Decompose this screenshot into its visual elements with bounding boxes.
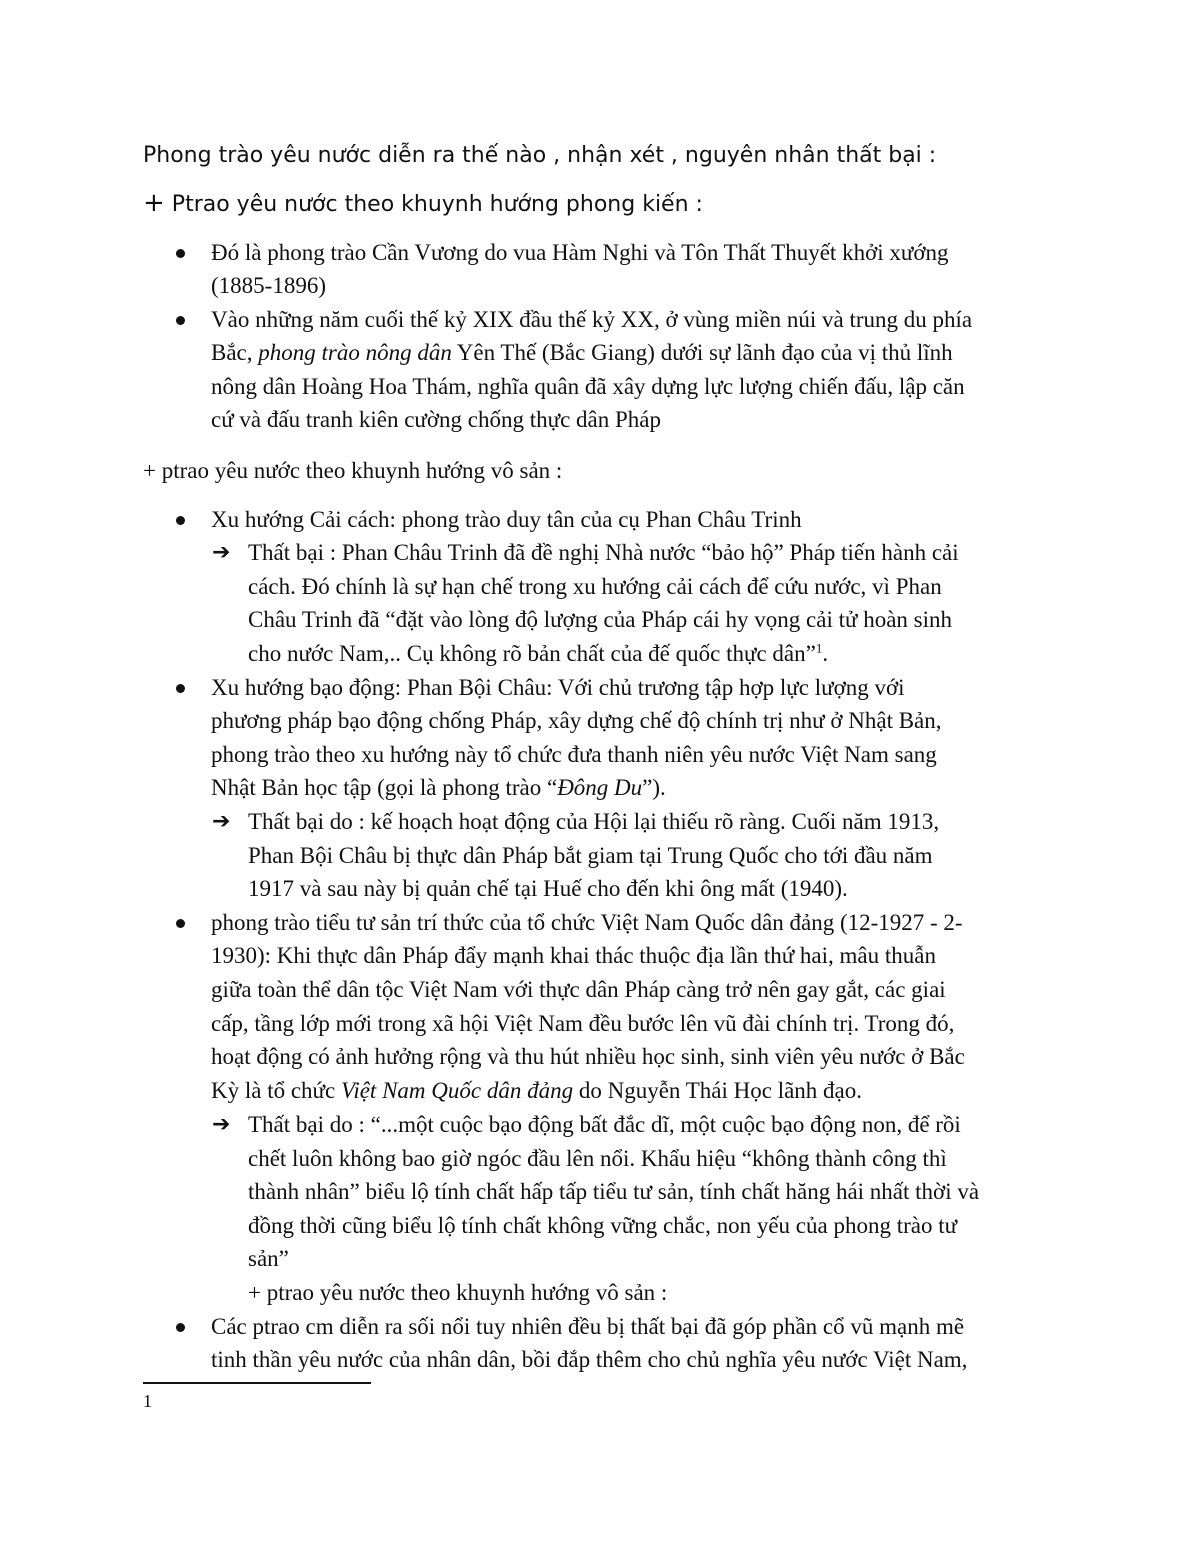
footnote-number: 1 [143,1391,152,1411]
arrow-item-cont: chết luôn không bao giờ ngóc đầu lên nổi. Khẩu hiệu “không thành công thì [248,1146,947,1171]
text-span: Yên Thế (Bắc Giang) dưới sự lãnh đạo của vị thủ lĩnh [451,340,953,365]
list-item-cont: phương pháp bạo động chống Pháp, xây dựng chế độ chính trị như ở Nhật Bản, [211,708,942,733]
list-item-cont: tinh thần yêu nước của nhân dân, bồi đắp thêm cho chủ nghĩa yêu nước Việt Nam, [211,1347,968,1372]
text-span: . [822,641,829,666]
arrow-item-cont: cách. Đó chính là sự hạn chế trong xu hướng cải cách để cứu nước, vì Phan [248,574,942,599]
section-heading-feudal [143,188,703,220]
italic-text: phong trào nông dân [258,340,452,365]
bullet-dot-icon [176,249,185,258]
text-span: Kỳ là tổ chức [211,1078,341,1103]
list-item: Xu hướng Cải cách: phong trào duy tân của cụ Phan Châu Trinh [211,507,802,532]
list-item-cont: cấp, tầng lớp mới trong xã hội Việt Nam đều bước lên vũ đài chính trị. Trong đó, [211,1011,955,1036]
list-item-cont: phong trào theo xu hướng này tổ chức đưa thanh niên yêu nước Việt Nam sang [211,742,937,767]
page-title: Phong trào yêu nước diễn ra thế nào , nhận xét , nguyên nhân thất bại : [143,143,937,168]
text-span: Bắc, [211,340,259,365]
list-item-cont: hoạt động có ảnh hưởng rộng và thu hút nhiều học sinh, sinh viên yêu nước ở Bắc [211,1044,965,1069]
list-item: Đó là phong trào Cần Vương do vua Hàm Nghi và Tôn Thất Thuyết khởi xướng [211,240,949,265]
list-item-cont: 1930): Khi thực dân Pháp đẩy mạnh khai thác thuộc địa lần thứ hai, mâu thuẫn [211,943,936,968]
footnote-ref[interactable]: 1 [815,640,823,656]
list-item: Các ptrao cm diễn ra sối nổi tuy nhiên đều bị thất bại đã góp phần cổ vũ mạnh mẽ [211,1314,965,1339]
footnote-separator [143,1382,371,1384]
text-span: cho nước Nam,.. Cụ không rõ bản chất của đế quốc thực dân” [248,641,816,666]
right-arrow-icon: ➔ [212,809,231,834]
arrow-item-cont: Phan Bội Châu bị thực dân Pháp bắt giam tại Trung Quốc cho tới đầu năm [248,843,933,868]
arrow-item-cont: thành nhân” biểu lộ tính chất hấp tấp tiểu tư sản, tính chất hăng hái nhất thời và [248,1179,980,1204]
italic-text: Đông Du [557,775,643,800]
list-item-cont [211,773,666,803]
arrow-item-cont: Châu Trinh đã “đặt vào lòng độ lượng của Pháp cái hy vọng cải tử hoàn sinh [248,607,952,632]
italic-text: Việt Nam Quốc dân đảng [340,1078,574,1103]
list-item-cont: giữa toàn thể dân tộc Việt Nam với thực dân Pháp càng trở nên gay gắt, các giai [211,977,946,1002]
list-item: Vào những năm cuối thế kỷ XIX đầu thế kỷ XX, ở vùng miền núi và trung du phía [211,307,973,332]
list-item: phong trào tiểu tư sản trí thức của tổ chức Việt Nam Quốc dân đảng (12-1927 - 2- [211,910,963,935]
arrow-item-cont: đồng thời cũng biểu lộ tính chất không vững chắc, non yếu của phong trào tư [248,1213,958,1238]
list-item-cont: nông dân Hoàng Hoa Thám, nghĩa quân đã xây dựng lực lượng chiến đấu, lập căn [211,374,965,399]
bullet-dot-icon [176,684,185,693]
bullet-dot-icon [176,316,185,325]
bullet-dot-icon [176,1323,185,1332]
right-arrow-icon: ➔ [212,1112,231,1137]
arrow-item: Thất bại do : “...một cuộc bạo động bất đắc dĩ, một cuộc bạo động non, để rồi [248,1112,961,1137]
list-item-cont [211,338,953,368]
list-item: Xu hướng bạo động: Phan Bội Châu: Với chủ trương tập hợp lực lượng với [211,675,905,700]
bullet-dot-icon [176,919,185,928]
bullet-dot-icon [176,516,185,525]
text-span: do Nguyễn Thái Học lãnh đạo. [573,1078,863,1103]
list-item-cont [211,1076,862,1106]
plus-marker: + [143,188,165,218]
sub-heading: + ptrao yêu nước theo khuynh hướng vô sản : [248,1280,668,1305]
arrow-item-cont [248,639,828,669]
right-arrow-icon: ➔ [212,540,231,565]
section-heading-feudal-text: Ptrao yêu nước theo khuynh hướng phong kiến : [171,192,703,217]
arrow-item-cont: sản” [248,1246,289,1271]
arrow-item-cont: 1917 và sau này bị quản chế tại Huế cho đến khi ông mất (1940). [248,876,848,901]
text-span: Nhật Bản học tập (gọi là phong trào “ [211,775,558,800]
arrow-item: Thất bại do : kế hoạch hoạt động của Hội lại thiếu rõ ràng. Cuối năm 1913, [248,809,940,834]
text-span: ”). [642,775,666,800]
list-item-cont: cứ và đấu tranh kiên cường chống thực dân Pháp [211,407,662,432]
arrow-item: Thất bại : Phan Châu Trinh đã đề nghị Nhà nước “bảo hộ” Pháp tiến hành cải [248,540,959,565]
section-heading-proletarian: + ptrao yêu nước theo khuynh hướng vô sản : [143,458,563,483]
list-item-cont: (1885-1896) [211,273,326,298]
